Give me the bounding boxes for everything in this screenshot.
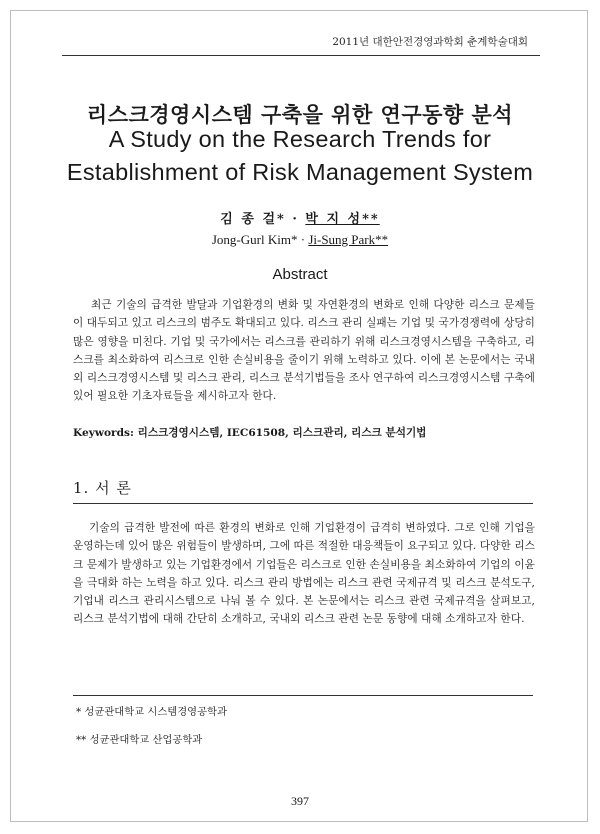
footnote-affiliation-1: * 성균관대학교 시스템경영공학과 — [76, 706, 227, 718]
footnote-affiliation-2: ** 성균관대학교 산업공학과 — [76, 734, 203, 746]
author-korean-2: 박 지 성** — [305, 212, 380, 227]
section-heading-introduction: 1. 서 론 — [73, 479, 132, 497]
author-separator: · — [285, 212, 306, 227]
conference-header: 2011년 대한안전경영과학회 춘계학술대회 — [332, 36, 528, 48]
section-rule — [73, 503, 533, 504]
title-english-line1: A Study on the Research Trends for — [108, 126, 492, 152]
title-english-line2: Establishment of Risk Management System — [66, 159, 534, 185]
authors-korean — [0, 208, 600, 227]
author-english-1: Jong-Gurl Kim* — [211, 232, 298, 247]
abstract-heading: Abstract — [272, 266, 328, 283]
footnote-rule — [73, 695, 533, 696]
author-english-2: Ji-Sung Park** — [308, 232, 389, 247]
author-korean-1: 김 종 걸* — [220, 212, 286, 227]
introduction-body: 기술의 급격한 발전에 따른 환경의 변화로 인해 기업환경이 급격히 변하였다. 그로 인해 기업을 운영하는데 있어 많은 위험들이 발생하며, 그에 따른 적절한 대응책들이 요구되고 있다. 다양한 리스크 문제가 발생하고 있는 기업환경에서 기업들은 리스크로 인한 손실비용을 최소화하여 기업의 이윤을 극대화 하는 노력을 하고 있다. 리스크 관리 방법에는 리스크 관련 국제규격 및 리스크 분석도구, 기업내 리스크 관리시스템으로 나눠 볼 수 있다. 본 논문에서는 리스크 관련 국제규격을 살펴보고, 리스크 분석기법에 대해 간단히 소개하고, 국내외 리스크 관련 논문 동향에 대해 소개하고자 한다. — [73, 522, 535, 626]
page-number: 397 — [291, 794, 309, 808]
keywords: Keywords: 리스크경영시스템, IEC61508, 리스크관리, 리스크 분석기법 — [73, 427, 427, 439]
title-korean: 리스크경영시스템 구축을 위한 연구동향 분석 — [86, 102, 514, 127]
author-separator: · — [297, 232, 309, 247]
abstract-body: 최근 기술의 급격한 발달과 기업환경의 변화 및 자연환경의 변화로 인해 다양한 리스크 문제들이 대두되고 있고 리스크의 범주도 확대되고 있다. 리스크 관리 실패는 기업 및 국가경쟁력에 상당히 많은 영향을 미친다. 기업 및 국가에서는 리스크를 관리하기 위해 리스크경영시스템을 구축하고, 리스크를 최소화하여 리스크로 인한 손실비용을 줄이기 위해 노력하고 있다. 이에 본 논문에서는 국내외 리스크경영시스템 및 리스크 관리, 리스크 분석기법들을 조사 연구하여 리스크경영시스템 구축에 있어 필요한 기초자료들을 제시하고자 한다. — [73, 299, 535, 403]
header-rule — [62, 55, 540, 56]
authors-english — [0, 232, 600, 248]
